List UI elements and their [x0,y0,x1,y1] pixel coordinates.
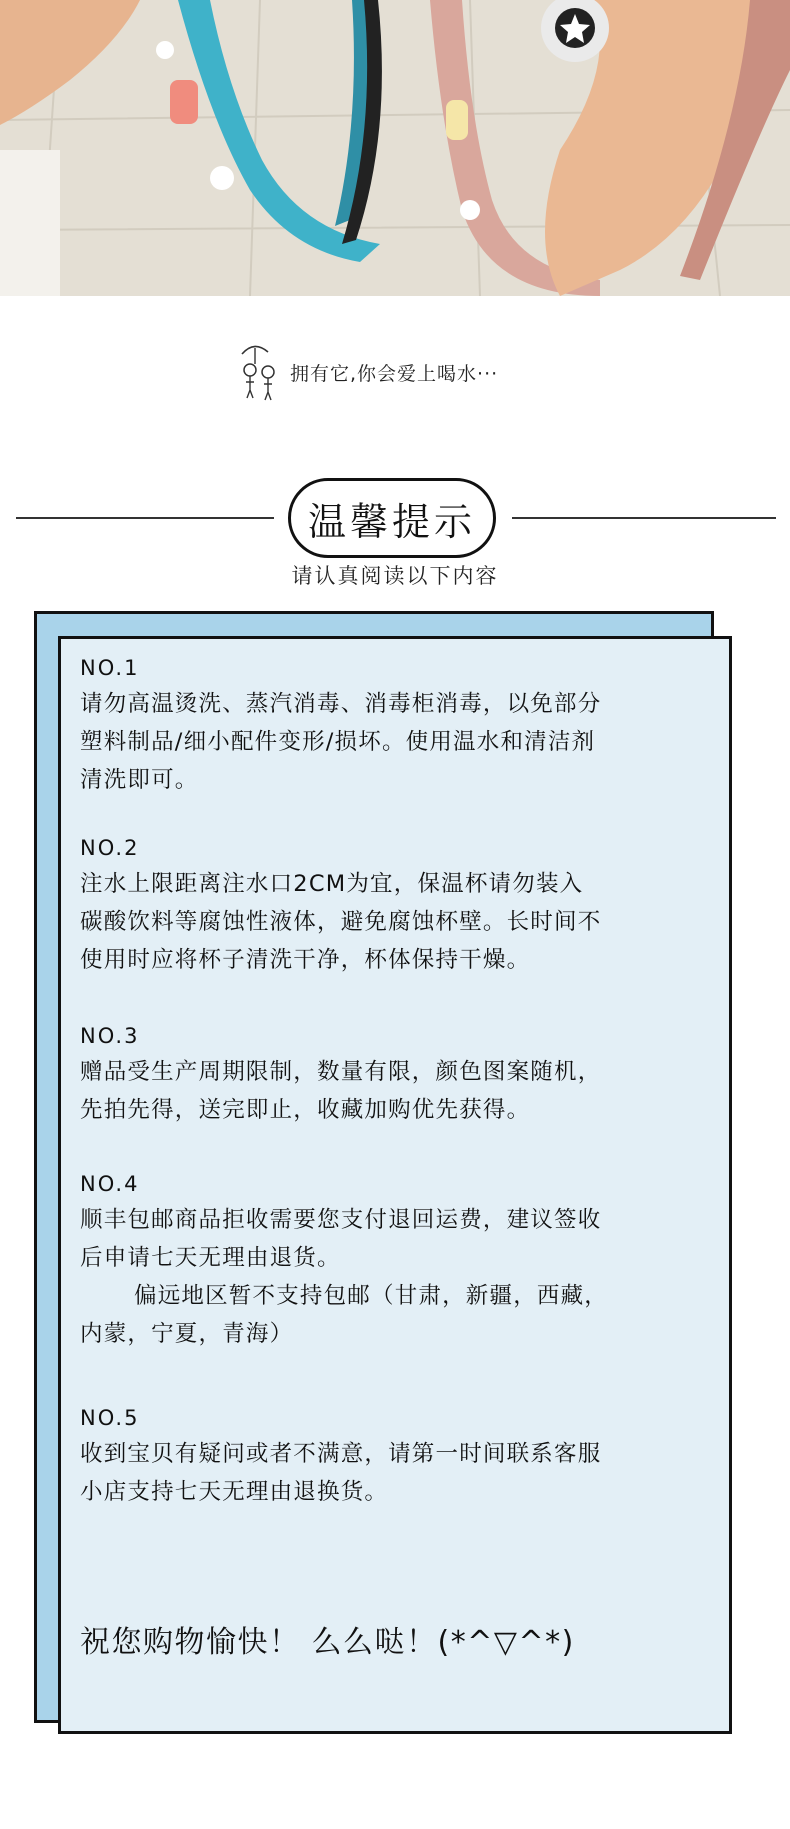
product-photo [0,0,790,296]
notice-subtitle: 请认真阅读以下内容 [291,564,499,588]
slogan-text: 拥有它,你会爱上喝水··· [290,362,499,385]
closing-greeting: 祝您购物愉快！ 么么哒！(*^▽^*) [80,1625,575,1660]
notice-number: NO.2 [80,836,140,860]
notice-line: 使用时应将杯子清洗干净，杯体保持干燥。 [80,947,531,973]
notice-line: 小店支持七天无理由退换货。 [80,1479,389,1505]
notice-line: 顺丰包邮商品拒收需要您支付退回运费，建议签收 [80,1207,602,1233]
header-divider-right [512,517,776,519]
notice-number: NO.5 [80,1406,140,1430]
notice-line: 注水上限距离注水口2CM为宜，保温杯请勿装入 [80,871,584,897]
notice-line: 内蒙，宁夏，青海） [80,1321,294,1347]
notice-line: 清洗即可。 [80,767,199,793]
notice-line: 收到宝贝有疑问或者不满意，请第一时间联系客服 [80,1441,602,1467]
notice-section-5 [80,1401,720,1511]
slogan [238,340,498,404]
notice-section-4 [80,1167,720,1353]
notice-line: 先拍先得，送完即止，收藏加购优先获得。 [80,1097,531,1123]
notice-section-3 [80,1019,720,1129]
notice-line: 塑料制品/细小配件变形/损坏。使用温水和清洁剂 [80,729,596,755]
notice-line: 后申请七天无理由退货。 [80,1245,341,1271]
notice-card [58,636,732,1734]
notice-line: 请勿高温烫洗、蒸汽消毒、消毒柜消毒，以免部分 [80,691,602,717]
notice-line: 碳酸饮料等腐蚀性液体，避免腐蚀杯壁。长时间不 [80,909,602,935]
notice-title: 温馨提示 [288,478,496,558]
notice-line: 赠品受生产周期限制，数量有限，颜色图案随机， [80,1059,602,1085]
notice-number: NO.4 [80,1172,140,1196]
header-divider-left [16,517,274,519]
notice-section-1 [80,651,720,799]
umbrella-couple-doodle-icon [238,342,286,402]
notice-line: 偏远地区暂不支持包邮（甘肃，新疆，西藏， [134,1283,609,1309]
notice-number: NO.3 [80,1024,140,1048]
notice-section-2 [80,831,720,979]
lanyard-strap-photo [0,0,790,296]
notice-number: NO.1 [80,656,140,680]
